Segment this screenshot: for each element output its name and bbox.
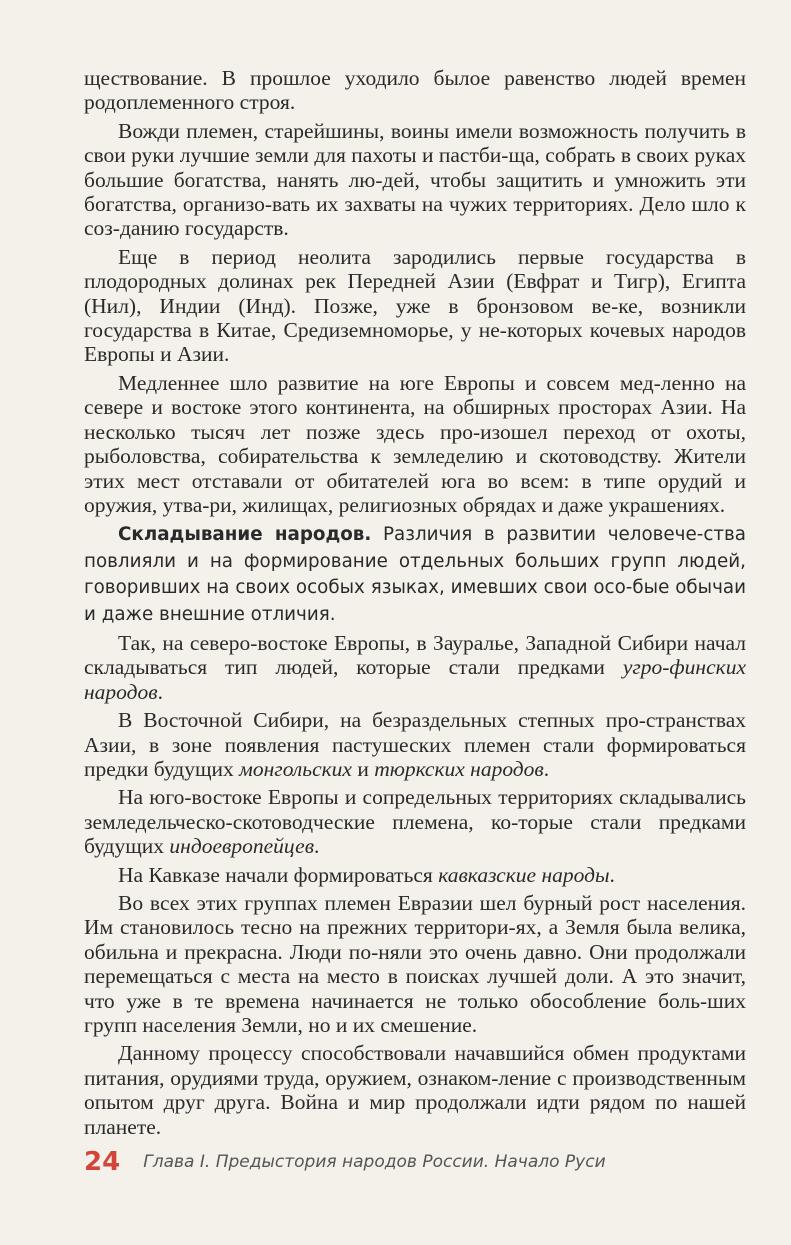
paragraph-11: Данному процессу способствовали начавшийся обмен продуктами питания, орудиями труда, оружием, ознаком-ление с производственным опытом друг друга. Война и мир продолжали идти рядом по нашей планете. xyxy=(84,1041,746,1139)
p6-end: . xyxy=(157,679,163,704)
p8-text: На юго-востоке Европы и сопредельных территориях складывались земледельческо-скотоводческие племена, ко-торые стали предками будущих xyxy=(84,785,746,859)
p8-italic: индоевропейцев xyxy=(169,834,315,859)
p6-italic: угро-финских народов xyxy=(84,655,746,704)
paragraph-6 xyxy=(84,631,746,704)
paragraph-9 xyxy=(84,863,746,887)
page-number: 24 xyxy=(84,1147,121,1177)
paragraph-5-text: Различия в развитии человече-ства повлияли и на формирование отдельных больших групп людей, говоривших на своих особых языках, имевших свои осо-бые обычаи и даже внешние отличия. xyxy=(84,524,746,625)
p9-text: На Кавказе начали формироваться xyxy=(118,862,439,887)
p7-end: . xyxy=(543,756,550,781)
paragraph-7 xyxy=(84,708,746,781)
p8-end: . xyxy=(314,834,320,859)
p7-and: и xyxy=(351,756,375,781)
chapter-title: Глава I. Предыстория народов России. Начало Руси xyxy=(143,1152,606,1172)
paragraph-2: Вожди племен, старейшины, воины имели возможность получить в свои руки лучшие земли для пахоты и пастби-ща, собрать в своих руках большие богатства, нанять лю-дей, чтобы защитить и умножить эти богатства, организо-вать их захваты на чужих территориях. Дело шло к соз-данию государств. xyxy=(84,118,746,241)
paragraph-5 xyxy=(84,521,746,627)
page-footer xyxy=(84,1147,704,1177)
p7-italic-2: тюркских народов xyxy=(374,756,544,781)
p6-text: Так, на северо-востоке Европы, в Зауралье, Западной Сибири начал складываться тип людей, которые стали предками xyxy=(84,630,746,680)
section-heading: Складывание народов. xyxy=(118,524,372,546)
paragraph-8 xyxy=(84,785,746,858)
paragraph-10: Во всех этих группах племен Евразии шел бурный рост населения. Им становилось тесно на прежних территори-ях, а Земля была велика, обильна и прекрасна. Люди по-няли это очень давно. Они продолжали перемещаться с места на место в поисках лучшей доли. А это значит, что уже в те времена начинается не только обособление боль-ших групп населения Земли, но и их смешение. xyxy=(84,891,746,1038)
p7-text: В Восточной Сибири, на безраздельных степных про-странствах Азии, в зоне появления пастушеских племен стали формироваться предки будущих xyxy=(84,708,746,781)
p9-italic: кавказские народы xyxy=(438,862,610,887)
p9-end: . xyxy=(609,862,615,887)
p7-italic-1: монгольских xyxy=(239,756,352,781)
paragraph-3: Еще в период неолита зародились первые государства в плодородных долинах рек Передней Азии (Евфрат и Тигр), Египта (Нил), Индии (Инд). Позже, уже в бронзовом ве-ке, возникли государства в Китае, Средиземноморье, у не-которых кочевых народов Европы и Азии. xyxy=(84,244,746,367)
paragraph-4: Медленнее шло развитие на юге Европы и совсем мед-ленно на севере и востоке этого континента, на обширных просторах Азии. На несколько тысяч лет позже здесь про-изошел переход от охоты, рыболовства, собирательства к земледелию и скотоводству. Жители этих мест отставали от обитателей юга во всем: в типе орудий и оружия, утва-ри, жилищах, религиозных обрядах и даже украшениях. xyxy=(84,370,746,517)
body-text xyxy=(84,66,746,1139)
paragraph-1: ществование. В прошлое уходило былое равенство людей времен родоплеменного строя. xyxy=(84,66,746,115)
